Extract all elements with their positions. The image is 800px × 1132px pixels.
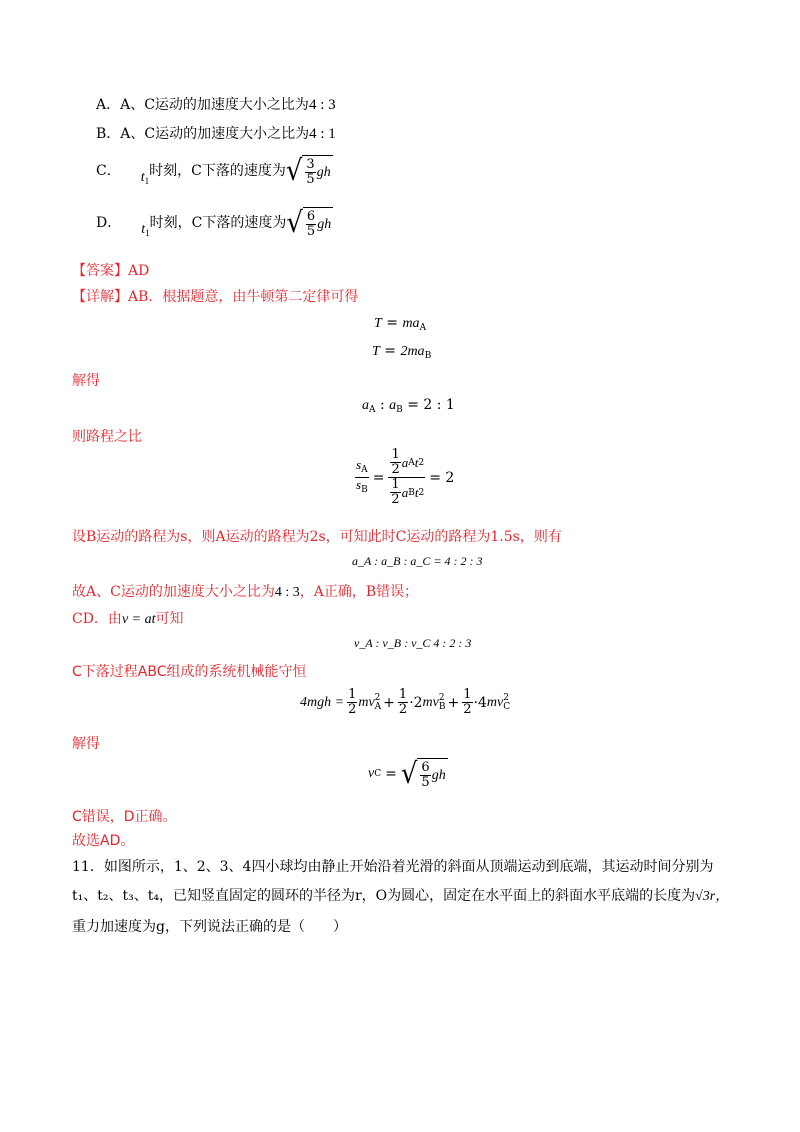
tB: t [414,484,419,500]
aB: a [401,484,409,500]
e-half-num-3: 1 [463,687,472,702]
option-c-sqrt: √ $\frac{3}{5}$ gh [285,154,331,188]
ratio1-a: a [362,398,369,413]
option-a [96,96,336,114]
option-a-text: A．A、C运动的加速度大小之比为 [96,97,309,113]
path-ratio-label: 则路程之比 [72,429,142,445]
eq1-sub: A [419,323,427,333]
option-d-text: 时刻，C下落的速度为 [149,215,287,231]
option-b [96,125,336,143]
ratio1-value: = 2 : 1 [407,397,455,413]
half-num-b: 1 [391,477,400,492]
e-half-den-1: 2 [348,702,357,717]
option-d-gh: gh [317,216,332,232]
q11-line1: 11．如图所示，1、2、3、4四小球均由静止开始沿着光滑的斜面从顶端运动到底端，其运动时间分别为 [72,859,714,875]
cd-math: v = at [121,612,156,627]
option-d-num: 6 [306,209,316,224]
answer-label: 【答案】AD [72,263,150,279]
frac-result: = 2 [429,469,455,486]
conclusion-post: ，A正确，B错误； [299,584,419,600]
option-d-t-sub: 1 [145,227,150,238]
solve-label-2: 解得 [72,736,100,752]
cd-line [72,610,184,629]
vc-den: 5 [421,775,430,790]
s-num: s [356,457,362,472]
conclusion-pre: 故A、C运动的加速度大小之比为 [72,584,275,600]
equation-1: $T = ma_A$ [374,315,427,333]
final-choice: 故选AD。 [72,833,135,849]
s-den-sub: B [361,485,368,495]
ratio1-sb: B [396,405,403,415]
setup-text: 设B运动的路程为s，则A运动的路程为2s，可知此时C运动的路程为1.5s，则有 [72,529,562,545]
equation-2: $T = 2ma_B$ [372,343,432,361]
option-c-den: 5 [306,172,315,187]
tB-pow: 2 [418,487,425,498]
e-half-num-1: 1 [348,687,357,702]
half-den-b: 2 [391,492,400,507]
option-c-t-sub: 1 [144,175,150,186]
vc-num: 6 [421,760,430,775]
aA-sub: A [408,457,415,468]
ratio-2 [352,554,483,569]
option-c-prefix: C． [96,163,121,179]
option-d [96,207,333,239]
option-d-t [141,221,149,242]
vc-sub: C [374,769,382,779]
option-c-num: 3 [306,157,315,172]
ratio1-sa: A [369,405,376,415]
s-ratio [355,458,369,497]
big-fraction [388,448,425,507]
option-d-prefix: D． [96,215,122,231]
cd-post: 可知 [155,611,184,627]
e-half-den-2: 2 [398,702,408,717]
option-d-sqrt: √ $\frac{6}{5}$ gh [286,206,332,240]
option-c-t [141,169,149,190]
ratio-1: $a_A$ : $a_B = 2$ : 1 [362,397,455,415]
option-c [96,155,333,187]
q11-line3: 重力加速度为g，下列说法正确的是（ ） [72,919,347,935]
cd-pre: CD．由 [72,611,122,627]
s-den: s [356,477,362,492]
aA: a [401,454,409,470]
fraction-equation: $\frac{s_A}{s_B}$ = $\frac{1}{2}$ a A t 2 $\frac{1}{2}$ a B t 2 = 2 [356,447,455,507]
ratio2-text: a_A : a_B : a_C = 4 : 2 : 3 [352,554,483,568]
q11-line2 [72,887,729,906]
vc-eq: = [385,766,397,782]
c-wrong-text: C错误，D正确。 [72,809,177,825]
solve-label-1: 解得 [72,373,100,389]
half-den-a: 2 [391,462,400,477]
e-half-den-3: 2 [463,702,472,717]
tA: t [414,454,419,470]
eq2-rhs: 2ma [400,344,425,359]
aB-sub: B [408,487,415,498]
tA-pow: 2 [418,457,425,468]
ratio-3 [354,636,471,651]
eq2-sub: B [424,351,432,361]
option-c-text: 时刻，C下落的速度为 [149,163,286,179]
q11-line2a: t₁、t₂、t₃、t₄，已知竖直固定的圆环的半径为r，O为圆心，固定在水平面上的斜面水平底端的长度为 [72,888,696,904]
conclusion-math: 4 : 3 [274,585,300,600]
eq2-lhs: T [372,344,380,359]
vc-equation: v C = √ $\frac{6}{5}$ gh [368,757,446,791]
eq1-lhs: T [374,316,382,331]
ratio3-text: v_A : v_B : v_C 4 : 2 : 3 [354,636,472,650]
half-num-a: 1 [391,447,400,462]
eq1-rhs: ma [402,316,420,331]
conclusion-line [72,583,418,602]
vc-gh: gh [431,767,446,783]
s-num-sub: A [361,465,368,475]
ratio1-b: a [389,398,397,413]
option-b-text: B．A、C运动的加速度大小之比为 [96,126,310,142]
option-d-den: 5 [306,224,316,239]
e-half-num-2: 1 [398,687,408,702]
q11-line2b: √3r， [695,889,730,904]
energy-equation: 4mgh = $\frac{1}{2}$ mv 2 A + $\frac{1}{2}$ ·2 mv 2 B + $\frac{1}{2}$ ·4 mv 2 C [300,687,511,717]
option-c-gh: gh [316,164,331,180]
energy-intro: C下落过程ABC组成的系统机械能守恒 [72,664,307,680]
option-a-math: 4 : 3 [308,97,336,113]
vc-v: v [368,766,375,781]
option-c-t-var: t [140,169,145,185]
option-b-math: 4 : 1 [309,126,336,142]
detail-intro: 【详解】AB．根据题意，由牛顿第二定律可得 [72,289,359,305]
option-d-t-var: t [141,221,146,237]
energy-lhs: 4mgh = [300,694,345,710]
